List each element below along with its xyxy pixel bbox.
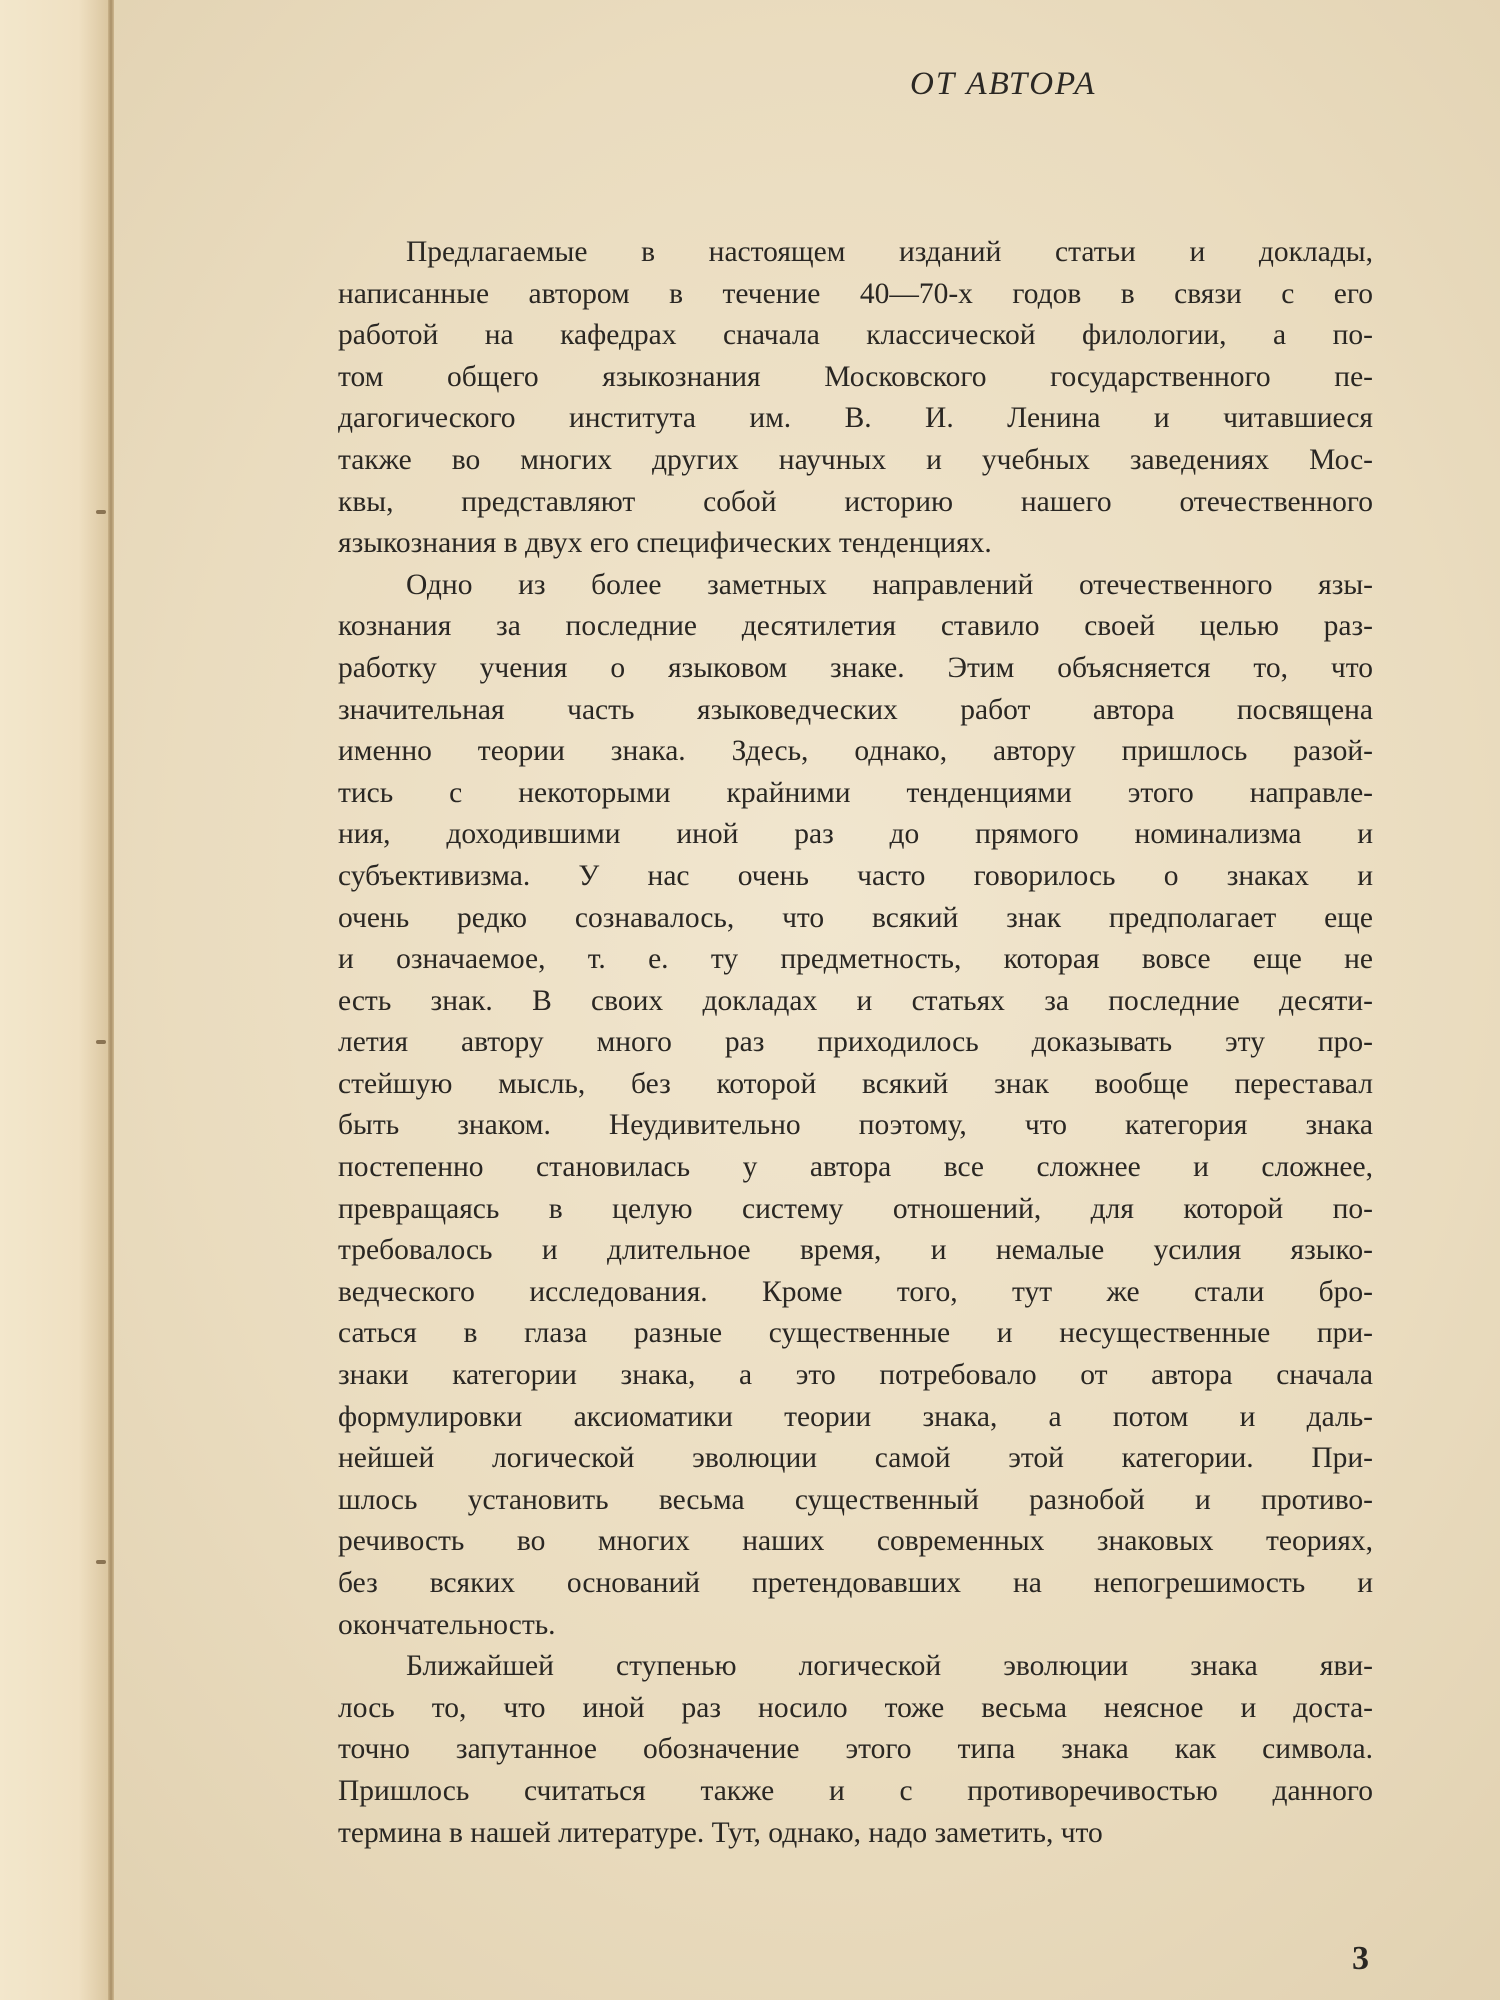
page-number: 3 — [1352, 1940, 1369, 1977]
text-line: работку учения о языковом знаке. Этим объясняется то, что — [338, 651, 1373, 684]
text-line: том общего языкознания Московского государственного пе- — [338, 360, 1373, 393]
text-line: знаки категории знака, а это потребовало от автора сначала — [338, 1359, 1373, 1392]
text-line: постепенно становилась у автора все сложнее и сложнее, — [338, 1151, 1373, 1184]
binding-stitch — [96, 1560, 106, 1564]
text-line: без всяких оснований претендовавших на непогрешимость и — [338, 1567, 1373, 1599]
binding-edge — [108, 0, 114, 2000]
text-line: превращаясь в целую систему отношений, для которой по- — [338, 1192, 1373, 1225]
previous-page-margin — [0, 0, 112, 2000]
text-line: ведческого исследования. Кроме того, тут же стали бро- — [338, 1275, 1373, 1308]
text-line: и означаемое, т. е. ту предметность, которая вовсе еще не — [338, 943, 1373, 976]
text-line: ния, доходившими иной раз до прямого номинализма и — [338, 818, 1373, 851]
text-line: именно теории знака. Здесь, однако, автору пришлось разой- — [338, 735, 1373, 768]
paragraph — [338, 565, 1373, 1646]
text-line: Предлагаемые в настоящем изданий статьи и доклады, — [406, 236, 1373, 268]
text-line: термина в нашей литературе. Тут, однако, надо заметить, что — [338, 1816, 1103, 1849]
text-line: требовалось и длительное время, и немалые усилия языко- — [338, 1234, 1373, 1267]
text-line: языкознания в двух его специфических тенденциях. — [338, 527, 992, 560]
binding-stitch — [96, 1040, 106, 1044]
paragraph — [338, 232, 1373, 565]
text-line: окончательность. — [338, 1608, 556, 1641]
text-line: речивость во многих наших современных знаковых теориях, — [338, 1525, 1373, 1558]
binding-stitch — [96, 510, 106, 514]
text-line: кознания за последние десятилетия ставило своей целью раз- — [338, 610, 1373, 643]
text-line: квы, представляют собой историю нашего отечественного — [338, 485, 1373, 518]
text-line: написанные автором в течение 40—70-х годов в связи с его — [338, 277, 1373, 310]
text-line: также во многих других научных и учебных заведениях Мос- — [338, 443, 1373, 476]
text-line: шлось установить весьма существенный разнобой и противо- — [338, 1483, 1373, 1516]
text-line: Одно из более заметных направлений отечественного язы- — [406, 568, 1373, 601]
text-line: очень редко сознавалось, что всякий знак предполагает еще — [338, 901, 1373, 934]
page-header: ОТ АВТОРА — [910, 66, 1097, 102]
text-line: летия автору много раз приходилось доказывать эту про- — [338, 1026, 1373, 1059]
text-line: Пришлось считаться также и с противоречивостью данного — [338, 1774, 1373, 1807]
text-line: точно запутанное обозначение этого типа знака как символа. — [338, 1733, 1373, 1766]
text-line: лось то, что иной раз носило тоже весьма неясное и доста- — [338, 1691, 1373, 1724]
text-line: есть знак. В своих докладах и статьях за последние десяти- — [338, 984, 1373, 1017]
text-line: быть знаком. Неудивительно поэтому, что категория знака — [338, 1109, 1373, 1142]
text-line: дагогического института им. В. И. Ленина и читавшиеся — [338, 402, 1373, 435]
text-line: тись с некоторыми крайними тенденциями этого направле- — [338, 776, 1373, 809]
text-line: субъективизма. У нас очень часто говорилось о знаках и — [338, 859, 1373, 892]
paragraph — [338, 1646, 1373, 1854]
text-line: Ближайшей ступенью логической эволюции знака яви- — [406, 1650, 1373, 1683]
text-line: работой на кафедрах сначала классической филологии, а по- — [338, 319, 1373, 352]
text-line: формулировки аксиоматики теории знака, а потом и даль- — [338, 1400, 1373, 1433]
text-line: стейшую мысль, без которой всякий знак вообще переставал — [338, 1067, 1373, 1100]
body-text — [338, 232, 1373, 1854]
text-line: саться в глаза разные существенные и несущественные при- — [338, 1317, 1373, 1350]
text-line: нейшей логической эволюции самой этой категории. При- — [338, 1442, 1373, 1475]
text-line: значительная часть языковедческих работ автора посвящена — [338, 693, 1373, 726]
